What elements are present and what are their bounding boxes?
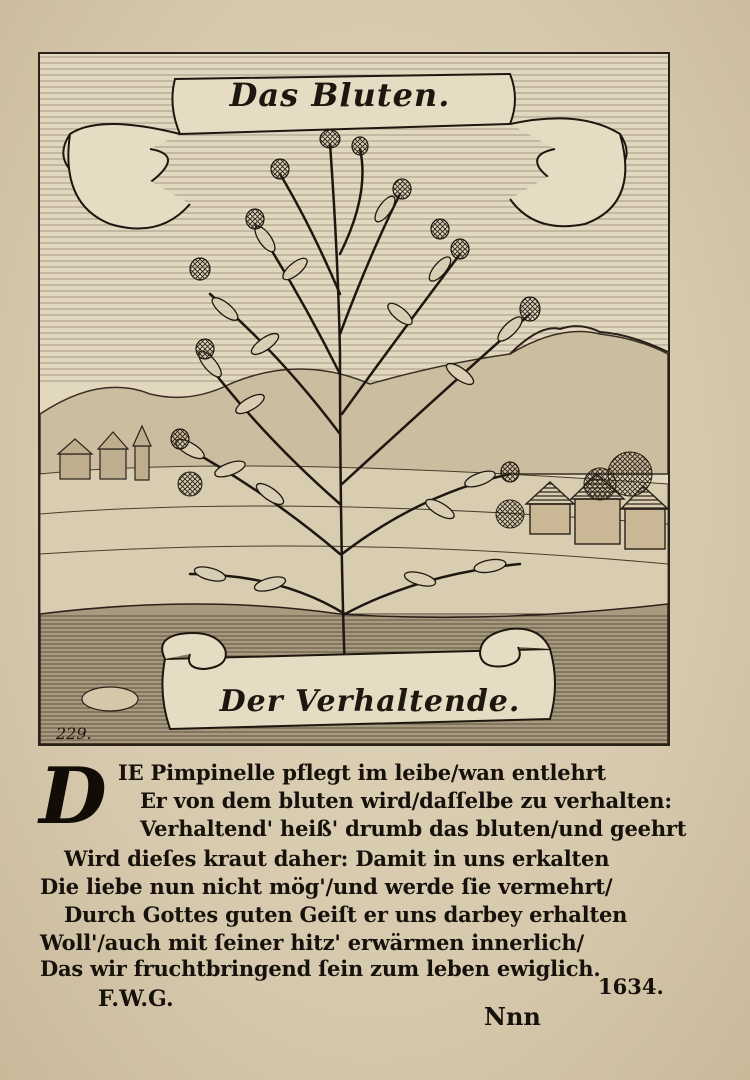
plate-number: 229. bbox=[56, 724, 92, 743]
year: 1634. bbox=[598, 974, 664, 999]
verse-line-8: Das wir fruchtbringend ſein zum leben ewiglich. bbox=[40, 956, 601, 981]
sheet-signature-mark: Nnn bbox=[484, 1002, 541, 1031]
verse-line-1: IE Pimpinelle pflegt im leibe/wan entlehrt bbox=[118, 760, 606, 785]
verse-line-6: Durch Gottes guten Geiſt er uns darbey erhalten bbox=[64, 902, 628, 927]
verse-line-7: Woll'/auch mit ſeiner hitz' erwärmen innerlich/ bbox=[40, 930, 584, 955]
verse-line-5: Die liebe nun nicht mög'/und werde ſie vermehrt/ bbox=[40, 874, 613, 899]
plate-title: Das Bluten. bbox=[229, 76, 451, 114]
drop-cap: D bbox=[39, 751, 107, 842]
signature: F.W.G. bbox=[98, 986, 174, 1012]
plate-motto: Der Verhaltende. bbox=[219, 684, 521, 719]
verse-line-4: Wird dieſes kraut daher: Damit in uns erkalten bbox=[64, 846, 610, 871]
verse-line-3: Verhaltend' heiß' drumb das bluten/und geehrt bbox=[140, 816, 687, 841]
verse-line-2: Er von dem bluten wird/daſſelbe zu verhalten: bbox=[140, 788, 672, 813]
